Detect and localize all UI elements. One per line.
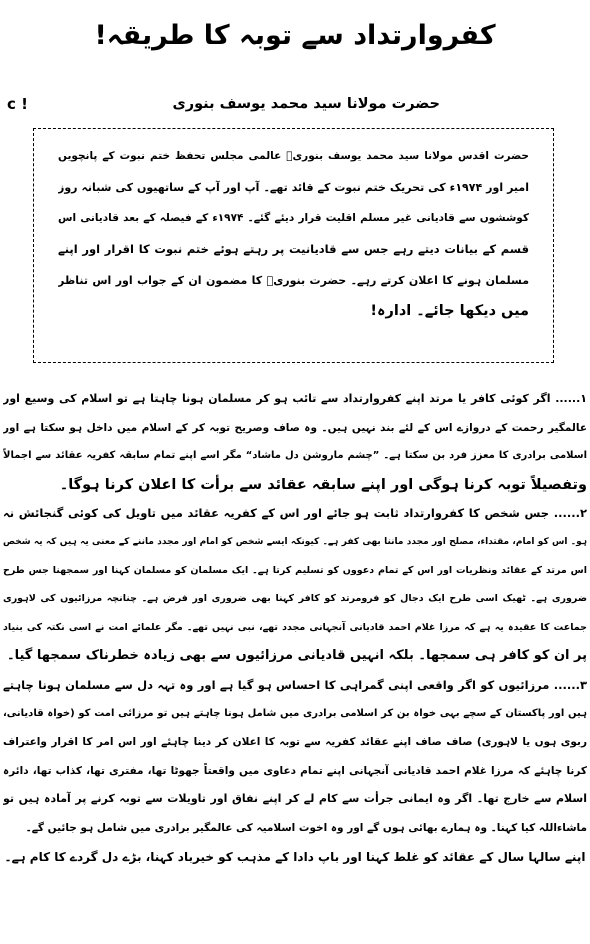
paragraph-1-line: عالمگیر رحمت کے دروازے اس کے لئے بند نہیں ہیں۔ وہ صاف وصریح توبہ کر کے اسلام میں داخل ہو سکتا ہے اور (3, 421, 587, 434)
intro-line: مسلمان ہونے کا اعلان کرتے رہے۔ حضرت بنوریؒ کا مضمون ان کے جواب اور اس تناظر (58, 274, 529, 287)
intro-line: حضرت اقدس مولانا سید محمد یوسف بنوریؒ عالمی مجلس تحفظ ختم نبوت کے پانچویں (58, 150, 529, 162)
paragraph-1-line: وتفصیلاً توبہ کرنا ہوگی اور اپنے سابقہ عقائد سے برأت کا اعلان کرنا ہوگا۔ (59, 476, 587, 493)
intro-line: امیر اور ۱۹۷۴ء کی تحریک ختم نبوت کے قائد تھے۔ آپ اور آپ کے ساتھیوں کی شبانہ روز (58, 181, 529, 194)
paragraph-4-line: اپنے سالہا سال کے عقائد کو غلط کہنا اور باپ دادا کے مذہب کو خیرباد کہنا، بڑے دل گردے کا کام ہے۔ (4, 849, 586, 864)
paragraph-3-line: ۳...... مرزائیوں کو اگر واقعی اپنی گمراہی کا احساس ہو گیا ہے اور وہ تہہ دل سے مسلمان ہونا چاہتے (3, 677, 587, 692)
author-name: حضرت مولانا سید محمد یوسف بنوری (172, 96, 440, 112)
paragraph-2-line: اس مرتد کے عقائد ونظریات اور اس کے تمام دعووں کو تسلیم کرتا ہے۔ ایک مسلمان کو مسلمان کہنا اور سمجھنا جس طرح (3, 564, 587, 576)
paragraph-3-line: اسلام سے خارج تھا۔ اگر وہ ایمانی جرأت سے کام لے کر اپنے نفاق اور تاویلات سے توبہ کرنے پر آمادہ ہیں تو (3, 792, 587, 806)
paragraph-1-line: ۱...... اگر کوئی کافر یا مرتد اپنے کفروارتداد سے تائب ہو کر مسلمان ہونا چاہتا ہے تو اسلام کی وسیع اور (3, 392, 587, 405)
paragraph-2-line: پر ان کو کافر ہی سمجھا۔ بلکہ انہیں قادیانی مرزائیوں سے بھی زیادہ خطرناک سمجھا گیا۔ (6, 648, 587, 664)
paragraph-2-line: ضروری ہے۔ ٹھیک اسی طرح ایک دجال کو فرومرتد کو کافر کہنا بھی ضروری اور فرض ہے۔ چنانچہ مرزائیوں کی لاہوری (3, 593, 587, 605)
intro-line: میں دیکھا جائے۔ ادارہ! (370, 303, 529, 319)
page-marker: c ! (7, 95, 28, 113)
paragraph-3-line: ربوی ہوں یا لاہوری) صاف صاف اپنے عقائد کفریہ سے توبہ کا اعلان کر دینا چاہئے اور اس امر کا اقرار واعتراف (3, 736, 587, 749)
paragraph-3-line: کرنا چاہئے کہ مرزا غلام احمد قادیانی آنجہانی اپنے تمام دعاوی میں واقعتاً جھوٹا تھا، مفتری تھا، کذاب تھا، دائرہ (3, 764, 587, 777)
paragraph-2-line: جماعت کا عقیدہ یہ ہے کہ مرزا غلام احمد قادیانی آنجہانی مجدد تھے، نبی نہیں تھے۔ مگر علمائے امت نے اسی نکتہ کی بنیاد (3, 621, 587, 633)
intro-box (33, 128, 554, 363)
page-title: کفروارتداد سے توبہ کا طریقہ! (94, 20, 496, 51)
intro-line: قسم کے بیانات دیتے رہے جس سے قادیانیت پر رہتے ہوئے ختم نبوت کا اقرار اور اپنے (58, 242, 529, 256)
paragraph-3-line: ماشاءاللہ کیا کہنا۔ وہ ہمارے بھائی ہوں گے اور وہ اخوت اسلامیہ کی عالمگیر برادری میں شامل ہو جائیں گے۔ (25, 821, 587, 834)
paragraph-3-line: ہیں اور پاکستان کے سچے بہی خواہ بن کر اسلامی برادری میں شامل ہونا چاہتے ہیں تو مرزائی امت کو (خواہ قادیانی، (3, 707, 587, 719)
intro-line: کوششوں سے قادیانی غیر مسلم اقلیت قرار دیئے گئے۔ ۱۹۷۴ء کے فیصلہ کے بعد قادیانی اس (58, 212, 529, 224)
intro-text (58, 141, 529, 327)
paragraph-2-line: ۲...... جس شخص کا کفروارتداد ثابت ہو جائے اور اس کے کفریہ عقائد میں تاویل کی کوئی گنجائش نہ (3, 506, 587, 521)
paragraph-2-line: ہو۔ اس کو امام، مقتداء، مصلح اور مجدد ماننا بھی کفر ہے۔ کیونکہ ایسے شخص کو امام اور مجدد ماننے کے معنی یہ ہیں کہ یہ شخص (3, 536, 587, 547)
article-body (3, 385, 587, 871)
paragraph-1-line: اسلامی برادری کا معزز فرد بن سکتا ہے۔ ”چشم ماروشن دل ماشاد“ مگر اسے اپنے تمام سابقہ کفریہ عقائد سے اجمالاً (3, 450, 587, 462)
